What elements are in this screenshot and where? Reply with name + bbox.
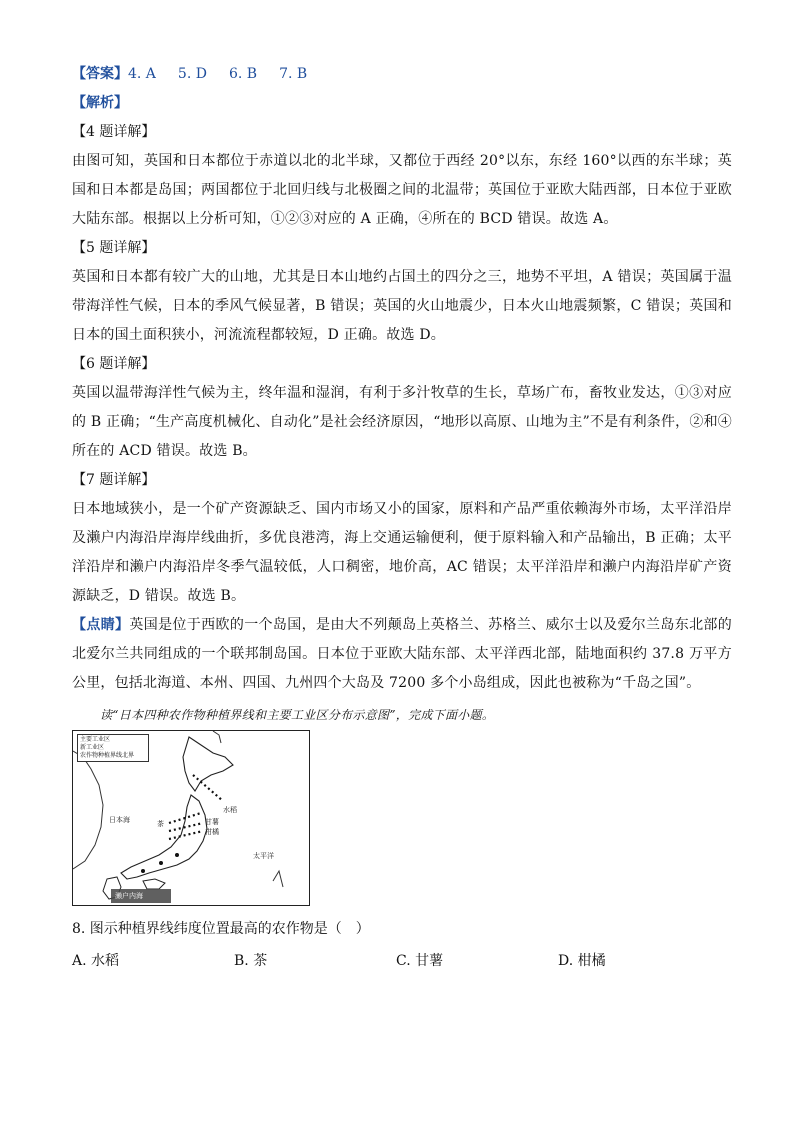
answer-items (128, 66, 329, 82)
option-d[interactable]: D. 柑橘 (558, 953, 606, 969)
tip-tag: 【点睛】 (72, 617, 130, 633)
option-b[interactable]: B. 茶 (234, 953, 268, 969)
map-intro: 读“日本四种农作物种植界线和主要工业区分布示意图”，完成下面小题。 (100, 708, 495, 722)
legend-item: 主要工业区 (80, 736, 111, 743)
label-sweet-potato: 甘薯 (205, 818, 219, 826)
tip-text: 英国是位于西欧的一个岛国，是由大不列颠岛上英格兰、苏格兰、威尔士以及爱尔兰岛东北部的北爱尔兰共同组成的一个联邦制岛国。日本位于亚欧大陆东部、太平洋西北部，陆地面积约 37.8 万平方公里，包括北海道、本州、四国、九州四个大岛及 7200 多个小岛组成，因此也被称为“千岛之国”。 (72, 617, 732, 691)
answer-item: 5. D (177, 66, 207, 82)
q6-text: 英国以温带海洋性气候为主，终年温和湿润，有利于多汁牧草的生长，草场广布，畜牧业发达，①③对应的 B 正确；“生产高度机械化、自动化”是社会经济原因，“地形以高原、山地为主”不是有利条件，②和④所在的 ACD 错误。故选 B。 (72, 385, 732, 459)
answer-tag: 【答案】 (72, 66, 128, 82)
q6-tag: 【6 题详解】 (72, 356, 156, 372)
label-orange: 柑橘 (205, 828, 219, 836)
answer-item: 7. B (279, 66, 308, 82)
legend-item: 新工业区 (80, 744, 105, 751)
question-8-stem: 8. 图示种植界线纬度位置最高的农作物是（ ） (72, 921, 370, 937)
label-tea: 茶 (157, 820, 164, 828)
q7-tag: 【7 题详解】 (72, 472, 156, 488)
label-sea-of-japan: 日本海 (109, 816, 130, 824)
japan-map (72, 730, 310, 906)
option-a[interactable]: A. 水稻 (72, 953, 120, 969)
question-8-options (72, 948, 732, 974)
label-pacific: 太平洋 (253, 852, 274, 860)
tip-paragraph (72, 611, 732, 698)
q5-text: 英国和日本都有较广大的山地，尤其是日本山地约占国土的四分之三，地势不平坦，A 错误；英国属于温带海洋性气候，日本的季风气候显著，B 错误；英国的火山地震少，日本火山地震频繁，C 错误；英国和日本的国土面积狭小，河流流程都较短，D 正确。故选 D。 (72, 269, 732, 343)
q4-tag: 【4 题详解】 (72, 124, 156, 140)
analysis-tag: 【解析】 (72, 95, 128, 111)
q7-text: 日本地域狭小，是一个矿产资源缺乏、国内市场又小的国家，原料和产品严重依赖海外市场，太平洋沿岸及濑户内海沿岸海岸线曲折，多优良港湾，海上交通运输便利，便于原料输入和产品输出，B 正确；太平洋沿岸和濑户内海沿岸冬季气温较低，人口稠密，地价高，AC 错误；太平洋沿岸和濑户内海沿岸矿产资源缺乏，D 错误。故选 B。 (72, 501, 732, 604)
option-c[interactable]: C. 甘薯 (396, 953, 444, 969)
answer-line (72, 60, 732, 89)
legend-item: 农作物种植界线北界 (80, 752, 135, 759)
answer-item: 6. B (228, 66, 258, 82)
answer-item: 4. A (128, 66, 156, 82)
map-legend (77, 734, 149, 762)
q5-tag: 【5 题详解】 (72, 240, 156, 256)
label-rice: 水稻 (223, 806, 237, 814)
label-seto: 濑户内海 (115, 892, 143, 900)
page-content (72, 60, 732, 974)
q4-text: 由图可知，英国和日本都位于赤道以北的北半球，又都位于西经 20°以东，东经 160°以西的东半球；英国和日本都是岛国；两国都位于北回归线与北极圈之间的北温带；英国位于亚欧大陆西部，日本位于亚欧大陆东部。根据以上分析可知，①②③对应的 A 正确，④所在的 BCD 错误。故选 A。 (72, 153, 732, 227)
